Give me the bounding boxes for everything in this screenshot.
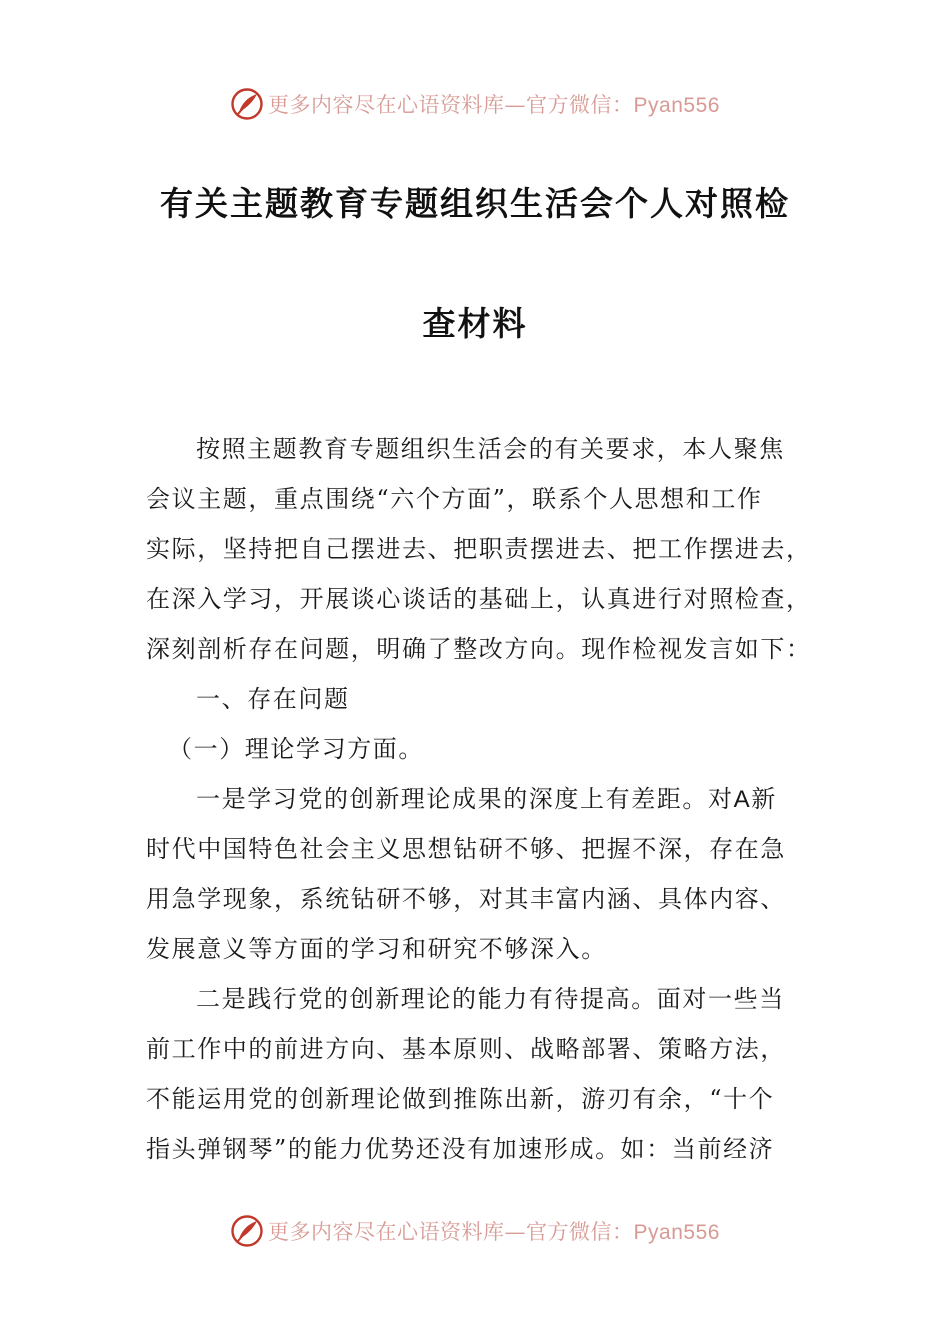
document-body: [146, 424, 812, 1174]
body-line: 时代中国特色社会主义思想钻研不够、把握不深，存在急: [146, 835, 786, 863]
watermark-banner-bottom: [0, 1211, 950, 1251]
quill-logo-icon: [230, 87, 264, 121]
watermark-wechat-id: Pyan556: [633, 94, 720, 117]
document-title-line-1: 有关主题教育专题组织生活会个人对照检: [160, 184, 790, 223]
watermark-text: 更多内容尽在心语资料库—官方微信：Pyan556: [268, 93, 720, 117]
body-line: 发展意义等方面的学习和研究不够深入。: [146, 935, 607, 963]
watermark-text: 更多内容尽在心语资料库—官方微信：Pyan556: [268, 1220, 720, 1244]
watermark-banner-top: [0, 84, 950, 124]
stray-letter: A: [733, 786, 752, 813]
body-line: 二是践行党的创新理论的能力有待提高。面对一些当: [196, 985, 785, 1013]
document-title-line-2: 查材料: [422, 304, 528, 343]
body-line: 按照主题教育专题组织生活会的有关要求，本人聚焦: [196, 435, 785, 463]
section-heading: 一、存在问题: [196, 685, 350, 713]
body-line: 不能运用党的创新理论做到推陈出新，游刃有余，“十个: [146, 1085, 775, 1113]
body-line: 会议主题，重点围绕“六个方面”，联系个人思想和工作: [146, 485, 763, 513]
body-line: 在深入学习，开展谈心谈话的基础上，认真进行对照检查，: [146, 585, 812, 613]
body-line: 用急学现象，系统钻研不够，对其丰富内涵、具体内容、: [146, 885, 786, 913]
quill-logo-icon: [230, 1214, 264, 1248]
watermark-wechat-id: Pyan556: [633, 1221, 720, 1244]
body-line: 深刻剖析存在问题，明确了整改方向。现作检视发言如下：: [146, 635, 812, 663]
body-line: 实际，坚持把自己摆进去、把职责摆进去、把工作摆进去，: [146, 535, 812, 563]
body-line: 前工作中的前进方向、基本原则、战略部署、策略方法，: [146, 1035, 786, 1063]
subsection-heading: （一）理论学习方面。: [168, 735, 424, 763]
body-line: 一是学习党的创新理论成果的深度上有差距。对A新: [196, 785, 777, 813]
body-line: 指头弹钢琴”的能力优势还没有加速形成。如：当前经济: [146, 1135, 775, 1163]
